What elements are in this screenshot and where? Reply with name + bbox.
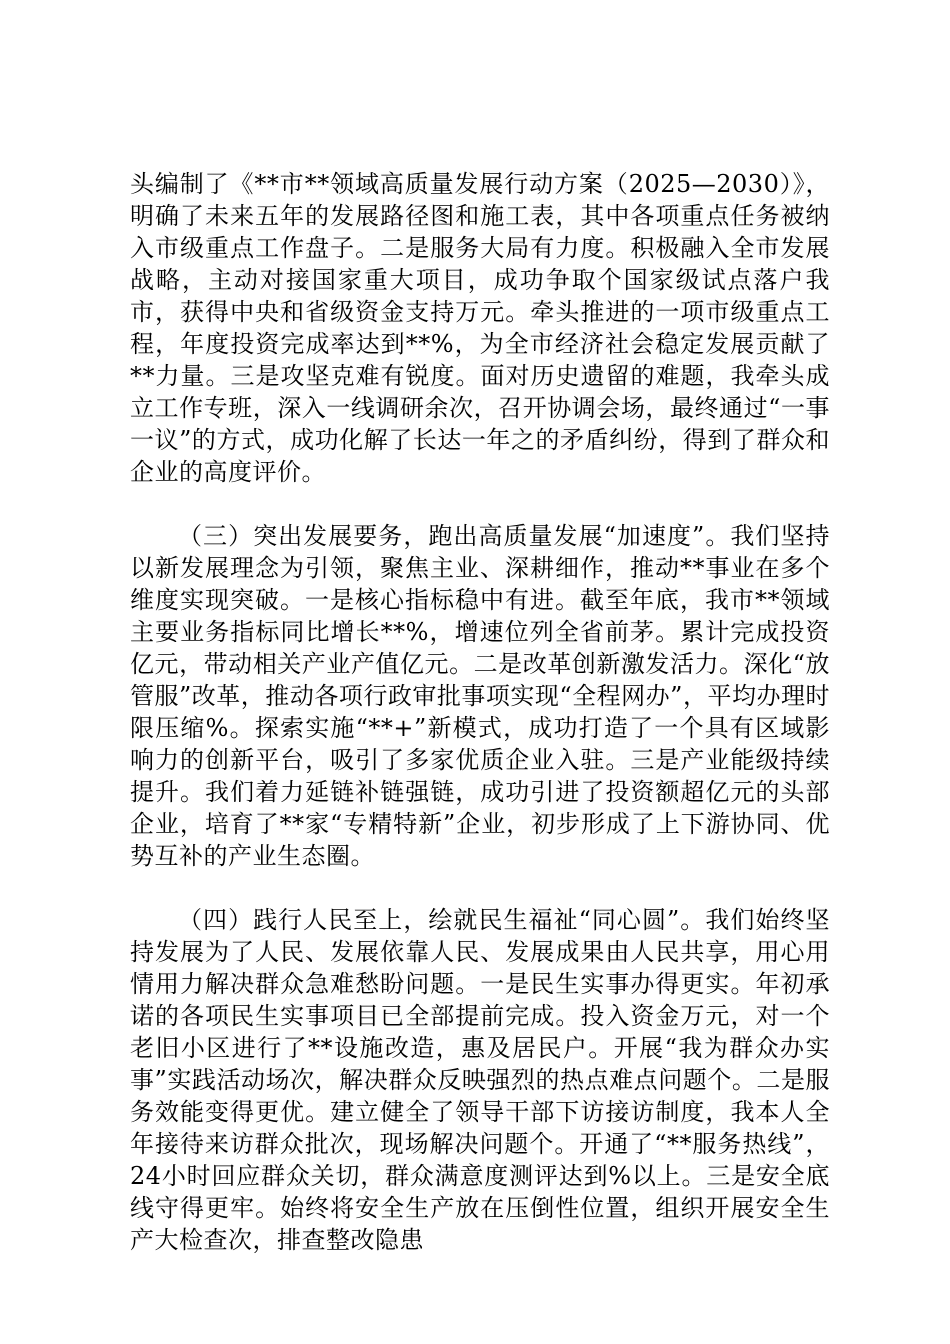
- paragraph-section-four: （四）践行人民至上，绘就民生福祉“同心圆”。我们始终坚持发展为了人民、发展依靠人民、发展成果由人民共享，用心用情用力解决群众急难愁盼问题。一是民生实事办得更实。年初承诺的各项民生实事项目已全部提前完成。投入资金万元，对一个老旧小区进行了**设施改造，惠及居民户。开展“我为群众办实事”实践活动场次，解决群众反映强烈的热点难点问题个。二是服务效能变得更优。建立健全了领导干部下访接访制度，我本人全年接待来访群众批次，现场解决问题个。开通了“**服务热线”，24小时回应群众关切，群众满意度测评达到%以上。三是安全底线守得更牢。始终将安全生产放在压倒性位置，组织开展安全生产大检查次，排查整改隐患: [130, 906, 830, 1254]
- document-body: [130, 168, 830, 1256]
- paragraph-gap: [130, 488, 830, 520]
- paragraph-section-three: （三）突出发展要务，跑出高质量发展“加速度”。我们坚持以新发展理念为引领，聚焦主业、深耕细作，推动**事业在多个维度实现突破。一是核心指标稳中有进。截至年底，我市**领域主要业务指标同比增长**%，增速位列全省前茅。累计完成投资亿元，带动相关产业产值亿元。二是改革创新激发活力。深化“放管服”改革，推动各项行政审批事项实现“全程网办”，平均办理时限压缩%。探索实施“**+”新模式，成功打造了一个具有区域影响力的创新平台，吸引了多家优质企业入驻。三是产业能级持续提升。我们着力延链补链强链，成功引进了投资额超亿元的头部企业，培育了**家“专精特新”企业，初步形成了上下游协同、优势互补的产业生态圈。: [130, 522, 830, 870]
- paragraph-gap: [130, 872, 830, 904]
- paragraph-continued: 头编制了《**市**领域高质量发展行动方案（2025—2030）》，明确了未来五年的发展路径图和施工表，其中各项重点任务被纳入市级重点工作盘子。二是服务大局有力度。积极融入全市发展战略，主动对接国家重大项目，成功争取个国家级试点落户我市，获得中央和省级资金支持万元。牵头推进的一项市级重点工程，年度投资完成率达到**%，为全市经济社会稳定发展贡献了**力量。三是攻坚克难有锐度。面对历史遗留的难题，我牵头成立工作专班，深入一线调研余次，召开协调会场，最终通过“一事一议”的方式，成功化解了长达一年之的矛盾纠纷，得到了群众和企业的高度评价。: [130, 170, 830, 486]
